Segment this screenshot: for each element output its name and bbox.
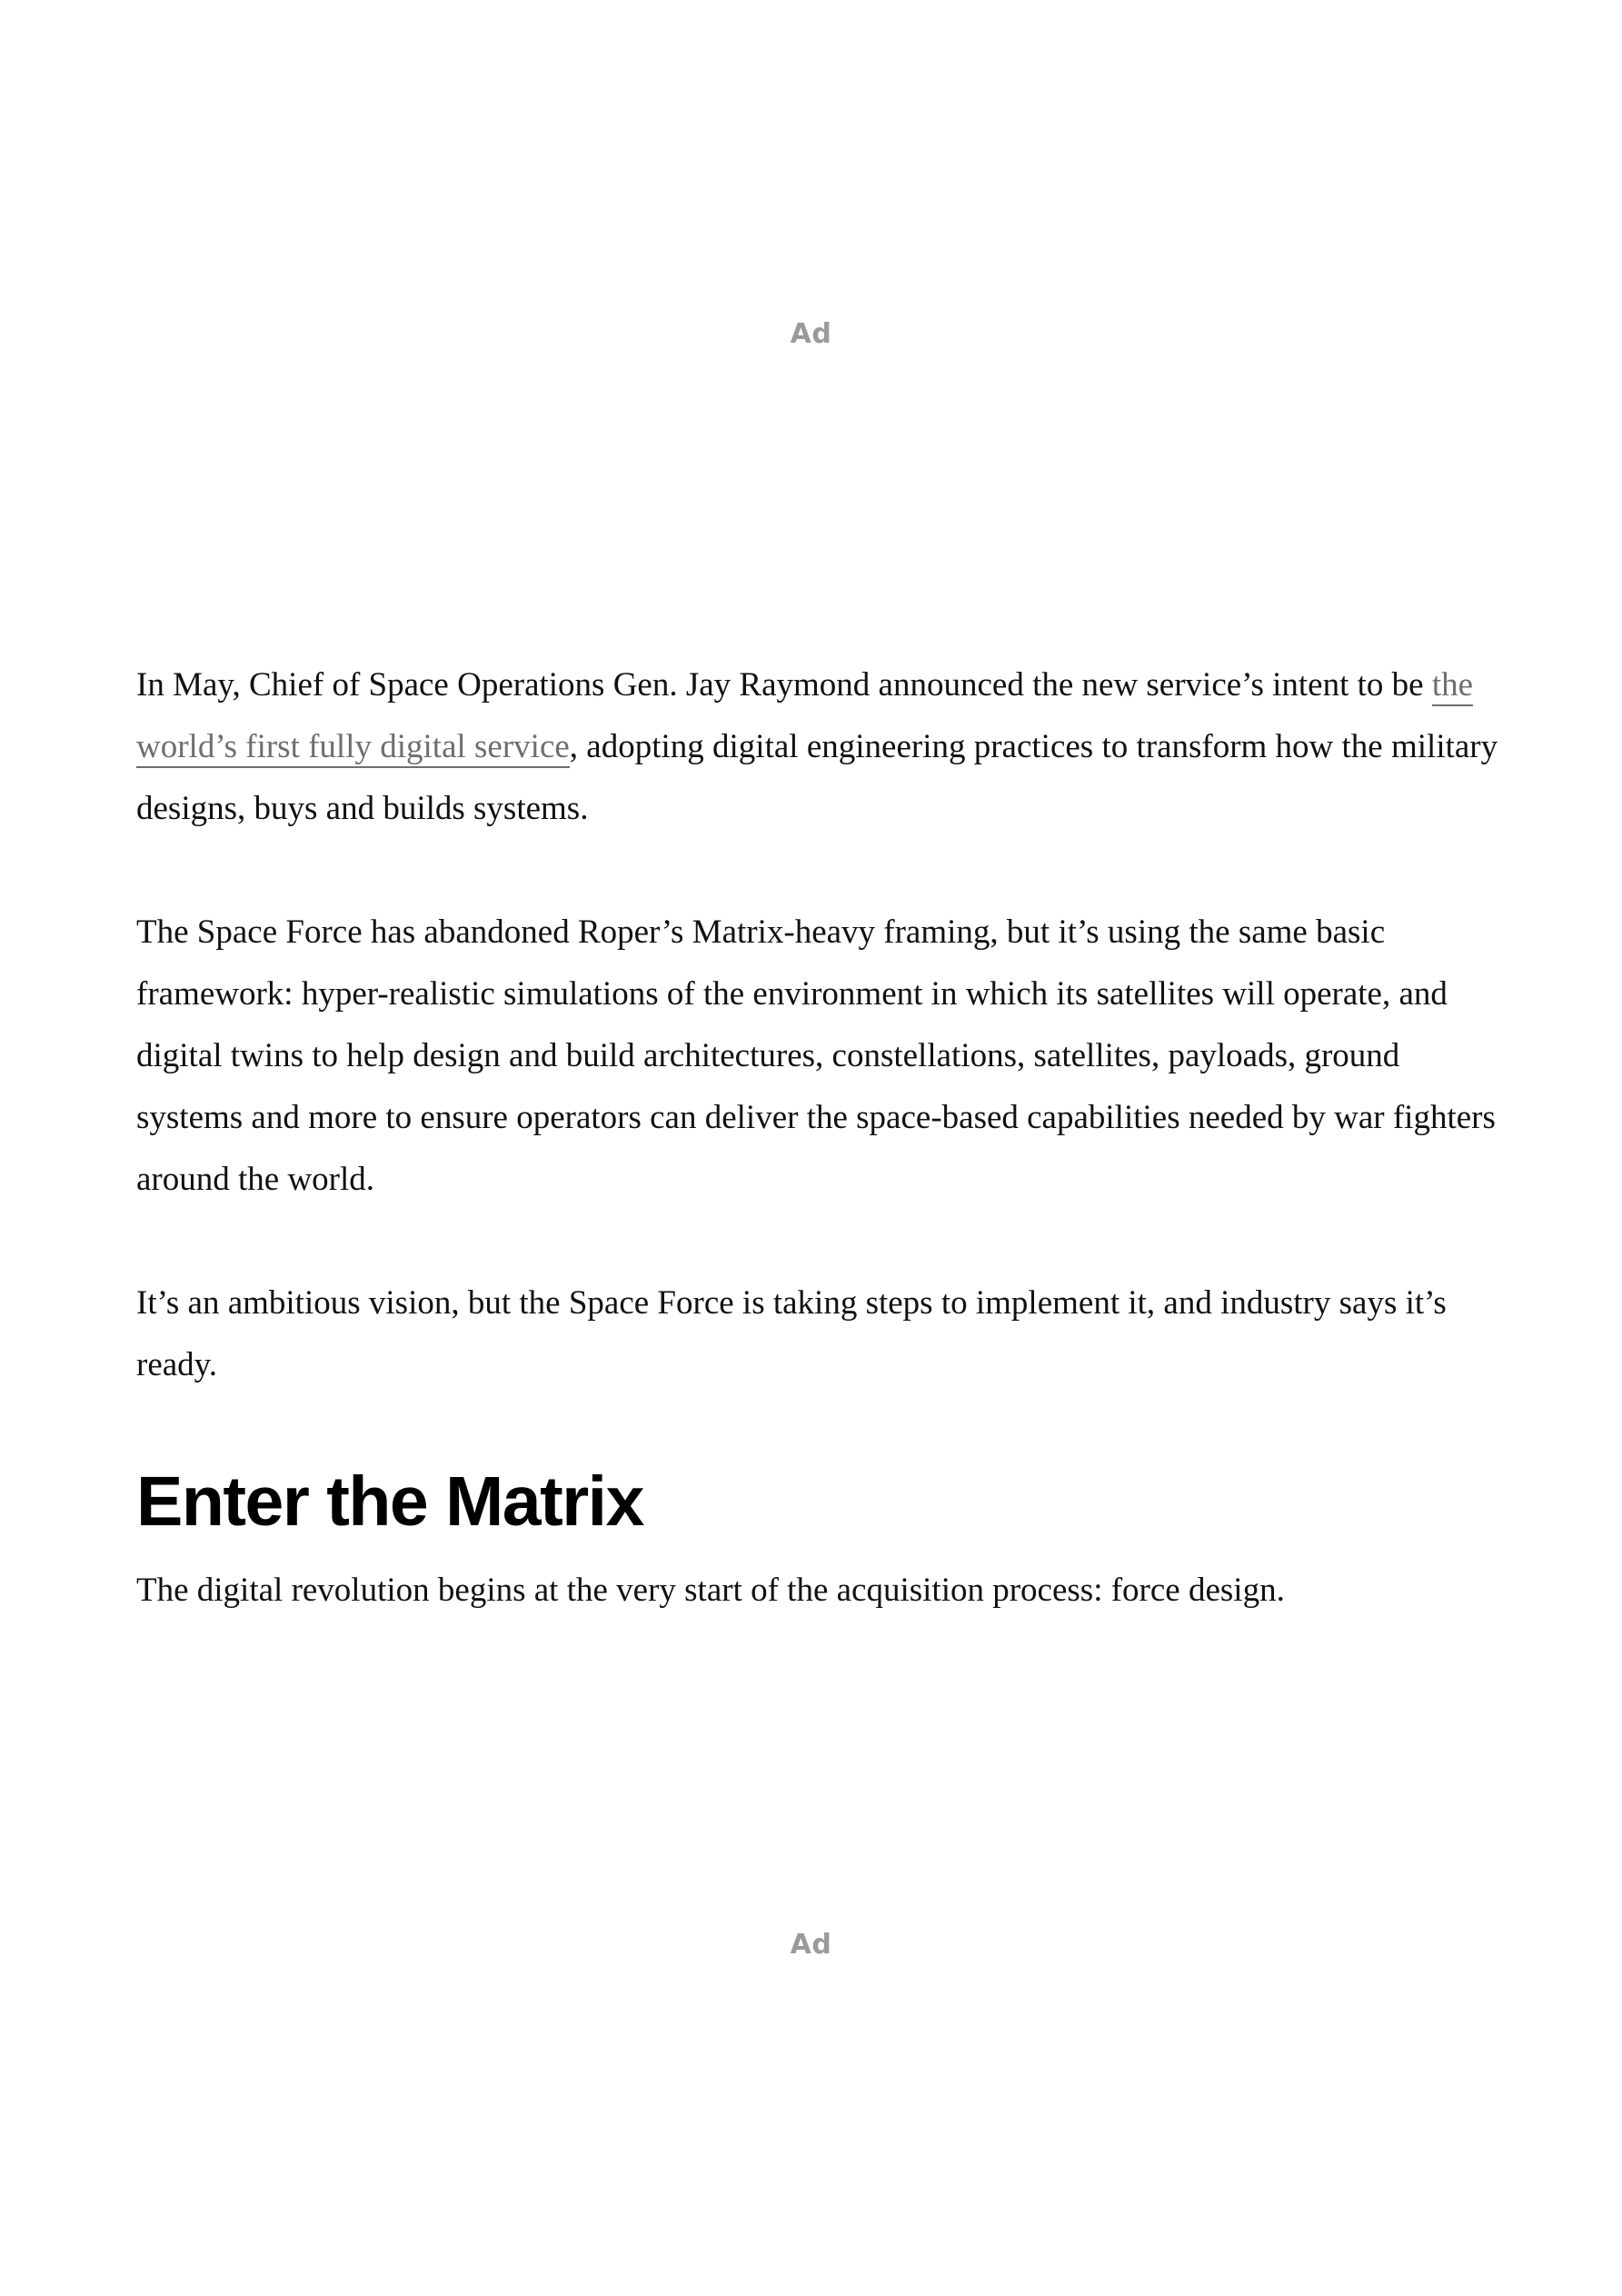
- article-body: [136, 654, 1499, 1622]
- paragraph-1-text-after-link: , adopting digital engineering practices to transform how the military designs, buys and builds systems.: [136, 728, 1498, 827]
- article-paragraph-1: [136, 654, 1499, 840]
- section-heading: Enter the Matrix: [136, 1462, 643, 1541]
- ad-label-bottom: Ad: [790, 1929, 832, 1961]
- digital-service-link[interactable]: the world’s first fully digital service: [136, 666, 1473, 768]
- paragraph-1-text-before-link: In May, Chief of Space Operations Gen. Jay Raymond announced the new service’s intent to be: [136, 666, 1432, 704]
- ad-label-top: Ad: [790, 318, 832, 350]
- article-paragraph-4: The digital revolution begins at the very start of the acquisition process: force design.: [136, 1572, 1285, 1609]
- article-paragraph-2: The Space Force has abandoned Roper’s Matrix-heavy framing, but it’s using the same basic framework: hyper-realistic simulations of the environment in which its satellites will operate, and digital twins to help design and build architectures, constellations, satellites, payloads, ground systems and more to ensure operators can deliver the space-based capabilities needed by war fighters around the world.: [136, 913, 1496, 1198]
- article-paragraph-3: It’s an ambitious vision, but the Space Force is taking steps to implement it, and industry says it’s ready.: [136, 1284, 1447, 1383]
